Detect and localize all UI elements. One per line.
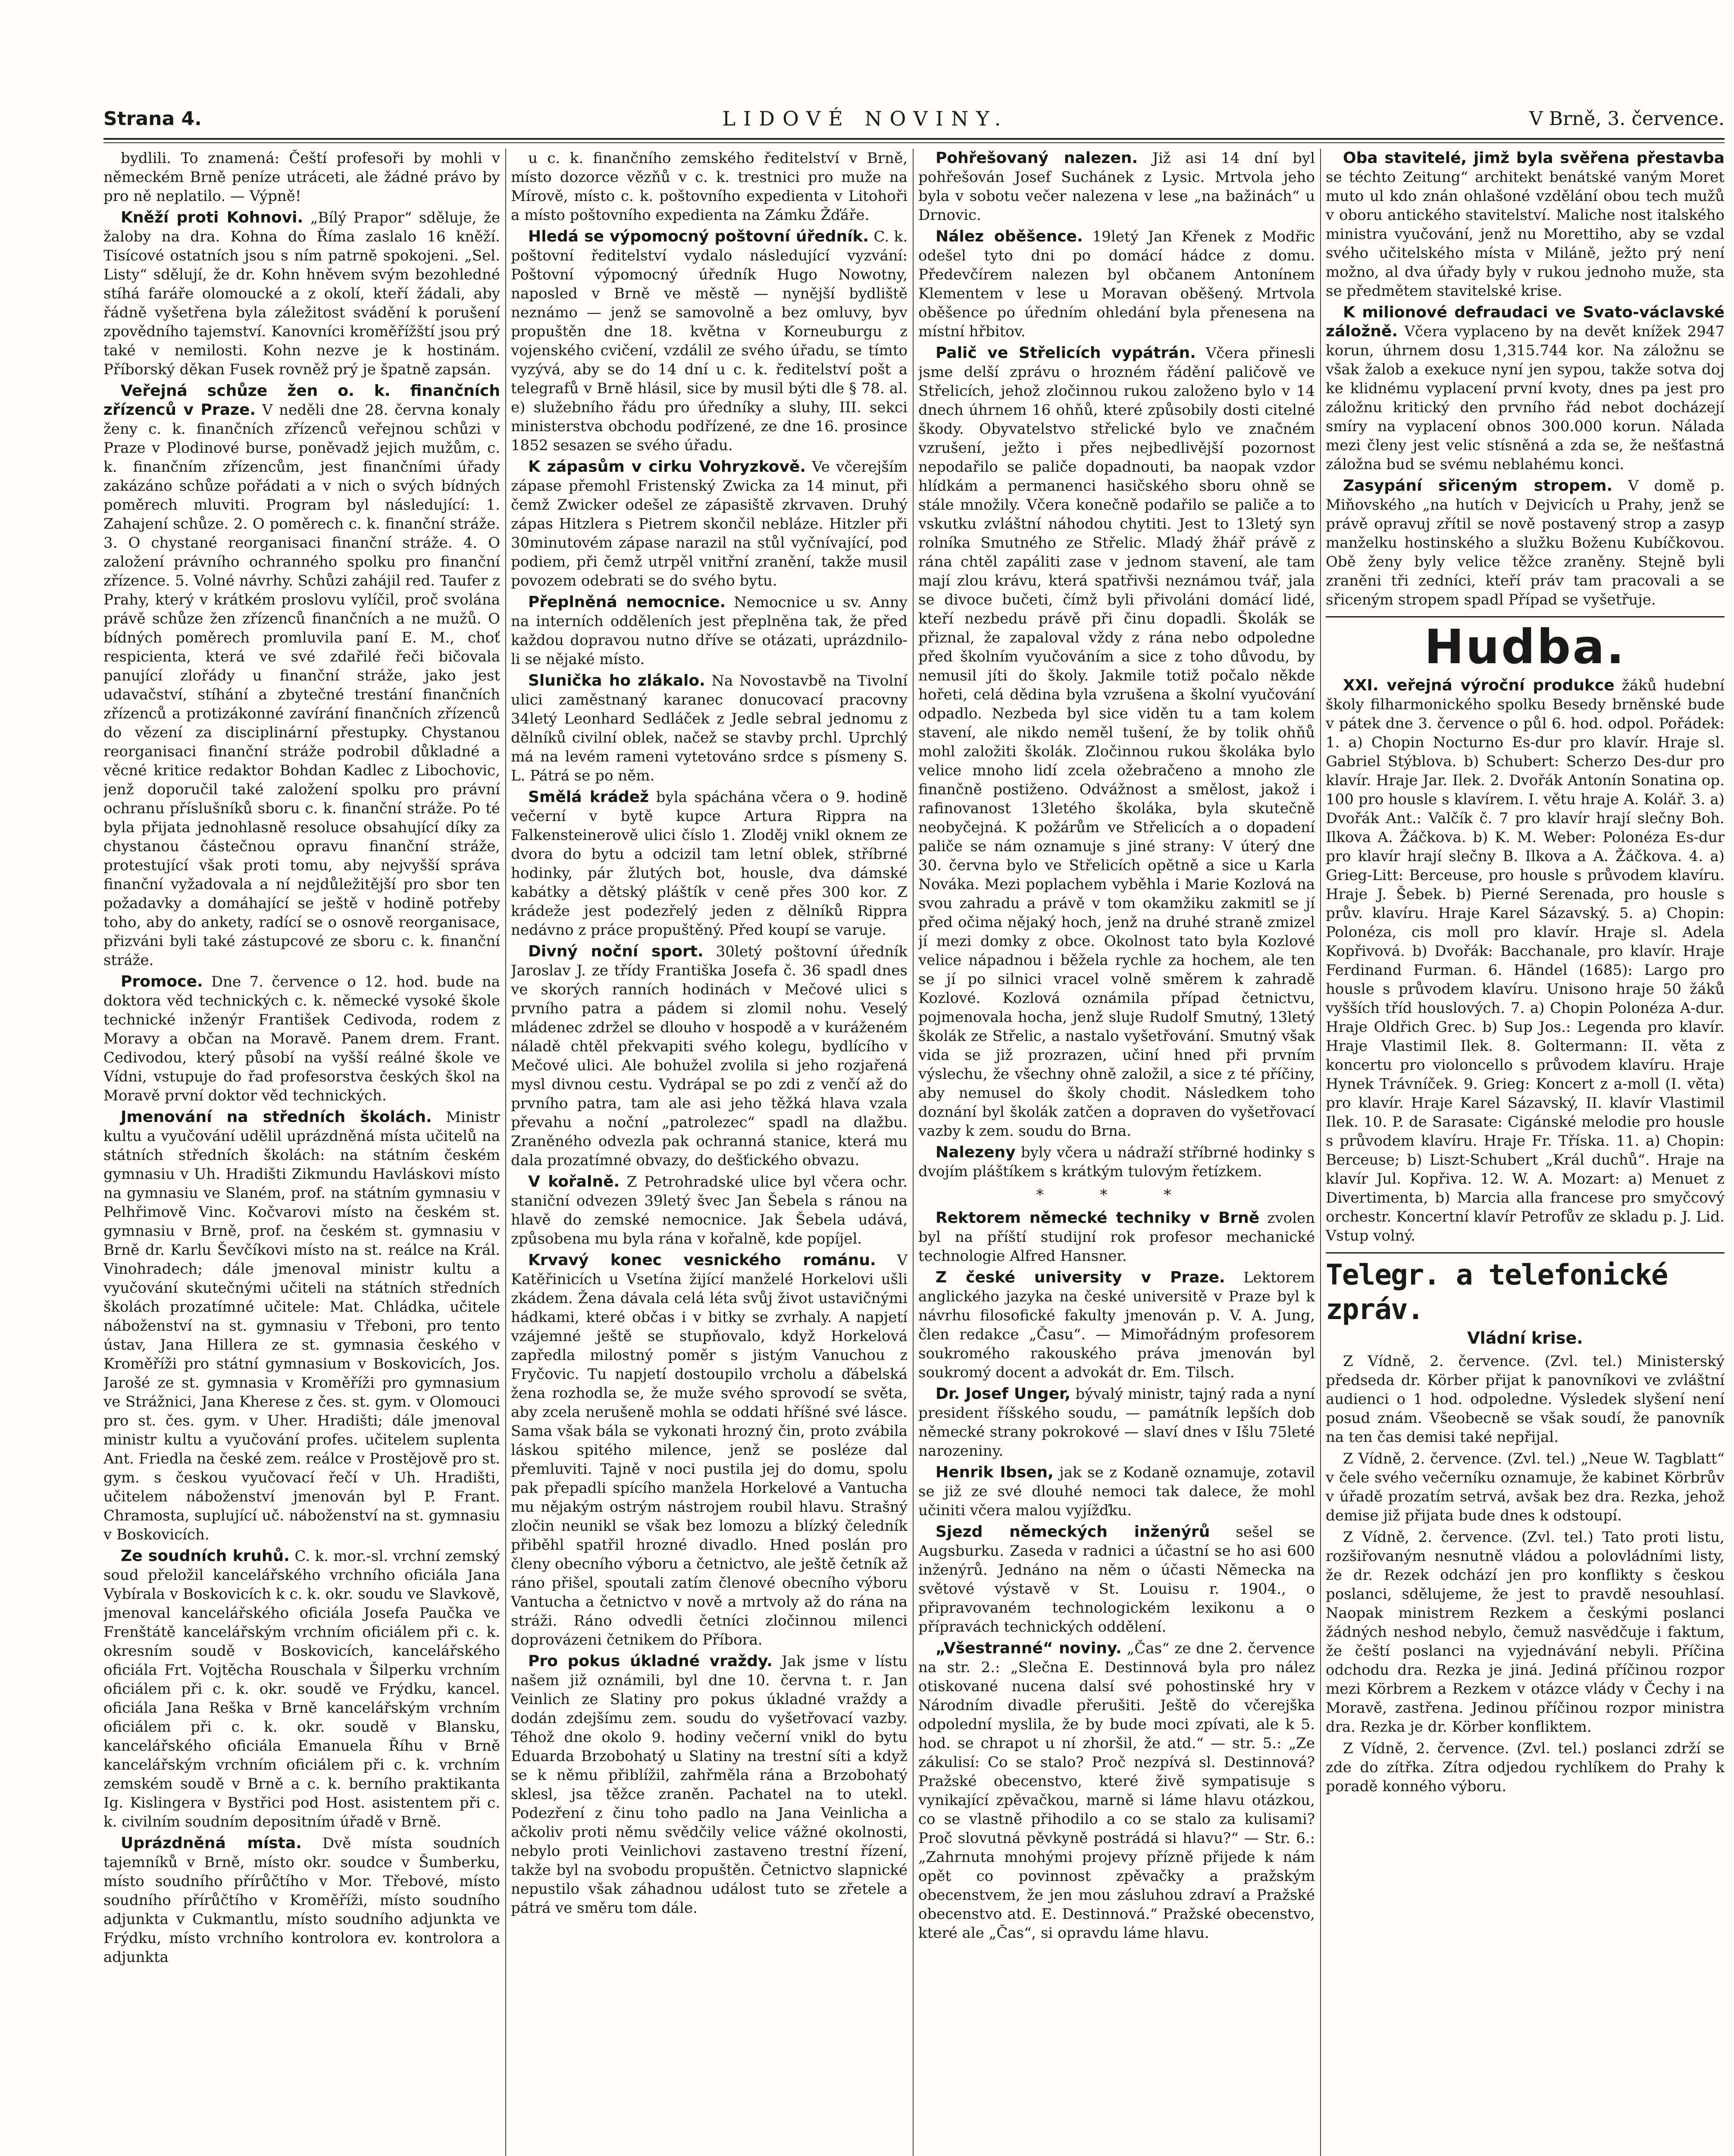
article-paragraph: Z Vídně, 2. července. (Zvl. tel.) poslanci zdrží se zde do zítřka. Zítra odjedou rychlíkem do Prahy k poradě konného výboru. — [1326, 1740, 1725, 1795]
article-text: Dne 7. července o 12. hod. bude na doktora věd technických c. k. německé vysoké škole technické inženýr František Cedivoda, rodem z Moravy a občan na Moravě. Panem drem. Frant. Cedivodou, který působí na vyšší reálné škole ve Vídni, vstupuje do řad profesorstva českých škol na Moravě první doktor věd technických. — [103, 973, 500, 1104]
article-text: jak se z Kodaně oznamuje, zotavil se již ze své dlouhé nemoci tak dalece, že mohl učiniti včera malou vyjížďku. — [918, 1464, 1315, 1519]
article-text: Dvě místa soudních tajemníků v Brně, místo okr. soudce v Šumberku, místo soudního přírůčtího v Mor. Třebové, místo soudního přírůčtího v Kroměříži, místo soudního adjunkta v Cukmantlu, místo soudního adjunkta ve Frýdku, místo vrchního kontrolora ev. kontrolora a adjunkta — [103, 1835, 500, 1966]
article-paragraph: Z Vídně, 2. července. (Zvl. tel.) Tato proti listu, rozšiřovaným nesnutně vládou a polovládními listy, že dr. Rezek odchází jen pro konflikty s českou poslanci, sdělujeme, že jest to pravdě nesouhlasí. Naopak ministrem Rezkem a českými poslanci žádných neshod nebylo, čemuž nasvědčuje i faktum, že čeští poslanci na vyjednávání nebyli. Příčina odchodu dra. Rezka je jiná. Jediná příčinou rozpor mezi Körbrem a Rezkem v otázce vlády v Čechy i na Moravě, zastřena. Jedinou příčinou rozpor ministra dra. Rezka je dr. Körber konfliktem. — [1326, 1529, 1725, 1736]
article-text: V domě p. Miňovského „na hutích v Dejvicích u Prahy, jenž se právě opravuj zřítil se nově postavený strop a zasyp manželku hostinského a služku Boženu Kubíčkovou. Obě ženy byly velice těžce zraněny. Stejně byli zraněni tři zedníci, kteří práv tam pracovali a se sřiceným stropem spadl Případ se vyšetřuje. — [1326, 477, 1725, 608]
article-heading: Nalezeny — [936, 1144, 1016, 1161]
article — [918, 344, 1315, 1141]
article-text: zvolen byl na příští studijní rok profesor mechanické technologie Alfred Hansner. — [918, 1210, 1315, 1265]
article-heading: Uprázdněná místa. — [121, 1834, 302, 1852]
article-text: Lektorem anglického jazyka na české universitě v Praze byl k návrhu filosofické fakulty jmenován p. V. A. Jung, člen redakce „Času“. — Mimořádným profesorem soukromého rakouského práva jmenován byl soukromý docent a advokát dr. Em. Tilsch. — [918, 1269, 1315, 1381]
masthead: LIDOVÉ NOVINY. — [722, 107, 1009, 130]
column-rule — [913, 149, 914, 2156]
article-text: byly včera u nádraží stříbrné hodinky s dvojím pláštíkem s krátkým tulovým řetízkem. — [918, 1144, 1315, 1180]
page-number: Strana 4. — [103, 107, 202, 130]
article-heading: XXI. veřejná výroční produkce — [1343, 677, 1615, 694]
article — [918, 1209, 1315, 1266]
article-text: Ministr kultu a vyučování udělil uprázdněná místa učitelů na státních středních školách: na státním českém gymnasiu v Uh. Hradišti Zikmundu Havláskovi místo na gymnasiu ve Slaném, prof. na státním gymnasiu v Pelhřimově Vinc. Kočvarovi místo na českém st. gymnasiu v Brně, prof. na českém st. gymnasiu v Brně dr. Karlu Ševčíkovi místo na st. reálce na Král. Vinohradech; dále jmenoval ministr kultu a vyučování skutečnými učiteli na státních středních školách prozatímné učitele: Mat. Chládka, učitele náboženství na st. gymnasiu v Třeboni, pro tento ústav, Jana Hillera ze st. gymnasia českého v Kroměříži pro státní gymnasium v Boskovicích, Jos. Jarošé ze st. gymnasia v Kroměříži pro gymnasium ve Strážnici, Jana Kherese z čes. st. gym. v Olomouci pro st. čes. gym. v Uher. Hradišti; dále jmenoval ministr kultu a vyučování profes. učitelem suplenta Ant. Friedla na české zem. reálce v Prostějově pro st. gym. s českou vyučovací řečí v Uh. Hradišti, učitelem náboženství jmenován byl P. Frant. Chramosta, suplující uč. náboženství na st. gymnasiu v Boskovicích. — [103, 1109, 500, 1543]
article — [103, 972, 500, 1105]
article — [1326, 303, 1725, 474]
article — [511, 1172, 908, 1248]
section-title-telegr: Telegr. a telefonické zpráv. — [1326, 1258, 1668, 1326]
section-stars: * * * — [1036, 1186, 1197, 1203]
article — [103, 1547, 500, 1831]
page-header — [103, 99, 1725, 140]
article-text: sešel se Augsburku. Zaseda v radnici a účastní se ho asi 600 inženýrů. Jednáno na něm o účasti Německa na světové výstavě v St. Louisu r. 1904., o připravovaném technologickém lexikonu a o přípravách technických oddělení. — [918, 1523, 1315, 1636]
article-text: Již asi 14 dní byl pohřešován Josef Suchánek z Lysic. Mrtvola jeho byla v sobotu večer nalezena v lese „na bažinách“ u Drnovic. — [918, 150, 1315, 224]
article-heading: Pohřešovaný nalezen. — [936, 149, 1138, 167]
article — [1326, 476, 1725, 609]
section-rule — [1326, 1252, 1725, 1253]
article — [918, 1639, 1315, 1943]
article-heading: Zasypání sřiceným stropem. — [1343, 477, 1613, 495]
article-text: V Katěřinicích u Vsetína žijící manželé Horkelovi ušli zkádem. Žena dávala celá léta svůj život ustavičnými hádkami, které občas i v bitky se zvrhaly. A napjetí vzájemné ještě se stupňovalo, když Horkelová zapředla milostný poměr s jistým Vanuchou z Fryčovic. Tu napjetí dostoupilo vrcholu a ďábelská žena rozhodla se, že muže svého sprovodí se světa, aby zcela nerušeně mohla se oddati hříšné své lásce. Sama však bála se vykonati hrozný čin, proto zvábila láskou spitého milence, jenž se posléze dal přemluviti. Tajně v noci pustila jej do domu, spolu pak přepadli spícího manžela Horkelové a Vantucha mu nějakým ostrým nástrojem roubil hlavu. Strašný zločin neunikl se však bez lomozu a blízký čeledník přiběhl spatřil hrozné divadlo. Hned poslán pro členy obecního výboru a četnictvo, ale ještě četník až ráno přišel, spoutali zatím členové obecního výboru Vantucha a četnictvo v nově a mrtvoly až do rána na stráži. Ráno odvedli četníci zločinnou milenci doprovázeni četnikem do Příbora. — [511, 1252, 908, 1648]
article-text: „Bílý Prapor“ sděluje, že žaloby na dra. Kohna do Říma zaslalo 16 kněží. Tisícové ostatních jsou s ním patrně spokojeni. „Sel. Listy“ sdělují, že dr. Kohn hněvem svým bezohledné stíhá faráře olomoucké a z okolí, kteří žádali, aby řádně vyšetřena byla záležitost svádění k porušení zpovědního tajemství. Kanovníci kroměřížští jsou prý také v nemilosti. Kohn nezve je k hostinám. Příborský děkan Fusek rovněž prý je špatně zapsán. — [103, 209, 500, 378]
column-2 — [511, 149, 908, 2156]
article-heading: K zápasům v cirku Vohryzkově. — [528, 458, 806, 476]
article-text: žáků hudební školy filharmonického spolku Besedy brněnské bude v pátek dne 3. července o půl 6. hod. odpol. Pořádek: 1. a) Chopin Nocturno Es-dur pro klavír. Hraje sl. Gabriel Stýblova. b) Schubert: Scherzo Des-dur pro klavír. Hraje Jar. Ilek. 2. Dvořák Antonín Sonatina op. 100 pro housle s klavírem. I. větu hraje A. Kolář. 3. a) Dvořák Ant.: Valčík č. 7 pro klavír hrají slečny Boh. Ilkova A. Žáčkova. b) K. M. Weber: Polonéza Es-dur pro klavír hrají slečny B. Ilkova a A. Žáčkova. 4. a) Grieg-Litt: Berceuse, pro housle s průvodem klavíru. Hraje J. Šebek. b) Pierné Serenada, pro housle s prův. klavíru. Hraje Karel Sázavský. 5. a) Chopin: Polonéza, cis moll pro klavír. Hraje sl. Adela Kopřivová. b) Dvořák: Bacchanale, pro klavír. Hraje Ferdinand Furman. 6. Händel (1685): Largo pro housle s průvodem klavíru. Unisono hraje 50 žáků vyšších tříd houslových. 7. a) Chopin Polonéza A-dur. Hraje Oldřich Grec. b) Sup Jos.: Legenda pro klavír. Hraje Vlastimil Ilek. 8. Goltermann: II. věta z koncertu pro violoncello s průvodem klavíru. Hraje Hynek Trávníček. 9. Grieg: Koncert z a-moll (I. věta) pro klavír. Hraje Karel Sázavský, II. klavír Vlastimil Ilek. 10. P. de Sarasate: Cigánské melodie pro housle s průvodem klavíru. Hraje Fr. Tříska. 11. a) Chopin: Berceuse; b) Liszt-Schubert „Král duchů“. Hraje na klavír Jul. Kopřiva. 12. W. A. Mozart: a) Menuet z Divertimenta, b) Marcia alla francese pro smyčcový orchestr. Koncertní klavír Petrofův ze skladu p. J. Lid. Vstup volný. — [1326, 677, 1725, 1244]
article-heading: Oba stavitelé, jimž byla svěřena přestavba — [1343, 149, 1725, 167]
article-paragraph: u c. k. finančního zemského ředitelství v Brně, místo dozorce vězňů v c. k. trestnici pro muže na Mírově, místo c. k. poštovního expedienta v Litohoři a místo poštovního expedienta na Zámku Žďáře. — [511, 150, 908, 224]
article-text: C. k. mor.-sl. vrchní zemský soud přeložil kancelářského vrchního oficiála Jana Vybírala v Boskovicích k c. k. okr. soudu ve Slavkově, jmenoval kancelářského oficiála Josefa Paučka ve Frenštátě kancelářským vrchním oficiálem při c. k. okresním soudě v Boskovicích, kancelářského oficiála Frt. Vojtěcha Rouschala v Šilperku vrchním oficiálem při c. k. okr. soudě ve Frýdku, kancel. oficiála Jana Reška v Brně kancelářským vrchním oficiálem při c. k. okr. soudě v Blansku, kancelářského oficiála Emanuela Říhu v Brně kancelářským vrchním oficiálem při c. k. vrchním zemském soudě v Brně a c. k. berního praktikanta Ig. Kislingera v Bystřici pod Host. asistentem při c. k. civilním soudním depositním úřadě v Brně. — [103, 1548, 500, 1830]
article-heading: „Všestranné“ noviny. — [936, 1639, 1122, 1657]
header-rule — [103, 142, 1725, 143]
article-text: Včera vyplaceno by na devět knížek 2947 korun, úhrnem dosu 1,315.744 kor. Na záložnu se však žalob a exekuce nyní jen sypou, takže sotva doj ke klidnému vyplacení první kvoty, dnes pa jest pro záložnu kritický den prvního řád nebot docházejí smíry na vyplacení obnos 300.000 korun. Nálada mezi členy jest velic stísněná a zda se, že nešťastná záložna bud se svému neblahému konci. — [1326, 323, 1725, 473]
article — [918, 1385, 1315, 1460]
article-text: „Čas“ ze dne 2. července na str. 2.: „Slečna E. Destinnová byla pro nález otiskované nucena dalsí své pohostinské hry v Národním divadle přerušiti. Ještě do včerejška odpolední myslila, že by bude moci zpívati, ale k 5. hod. se chrapot u ní zhoršil, že atd.“ — str. 5.: „Ze zákulisí: Co se stalo? Proč nezpívá sl. Destinnová? Pražské obecenstvo, které živě sympatisuje s vynikající zpěvačkou, marně si láme hlavu otázkou, co se vlastně přihodilo a co se stalo za kulisami? Proč slovutná pěvkyně postrádá si hlavu?“ — Str. 6.: „Zahrnuta mnohými projevy přízně přijede k nám opět co povinnost zpěvačky a pražským obecenstvem, že jen mou zásluhou zdraví a Pražské obecenstvo atd. E. Destinnová.“ Pražské obecenstvo, které ale „Čas“, si opravdu láme hlavu. — [918, 1640, 1315, 1942]
article-heading: Divný noční sport. — [528, 943, 704, 960]
article-heading: Nález oběšence. — [936, 228, 1083, 245]
article — [103, 382, 500, 970]
article — [918, 1463, 1315, 1520]
article — [511, 942, 908, 1170]
article-text: Nemocnice u sv. Anny na interních odděleních jest přeplněna tak, že před každou dopravou nutno dříve se otázati, uprázdnilo-li se nějaké místo. — [511, 594, 908, 668]
page-edge — [1725, 149, 1734, 2156]
article-heading: Přeplněná nemocnice. — [528, 593, 726, 611]
article-text: Jak jsme v lístu našem již oznámili, byl dne 10. června t. r. Jan Veinlich ze Slatiny pro pokus úkladné vraždy a dodán zdejšímu zem. soudu do vyšetřovací vazby. Téhož dne okolo 9. hodiny večerní vnikl do bytu Eduarda Brzobohatý u Slatiny na trestní síti a když se k němu přiblížil, zahřměla rána a Brzobohatý sklesl, jsa těžce zraněn. Pachatel na to utekl. Podezření z činu toho padlo na Jana Veinlicha a ačkoliv proti němu svědčily velice vážné okolnosti, nebylo proti Veinlichovi zastaveno trestní řízení, takže byl na svobodu propuštěn. Četnictvo slapnické nepustilo však záhadnou událost tuto se zřetele a pátrá ve směru tom dále. — [511, 1653, 908, 1917]
article-text: Ve včerejším zápase přemohl Fristenský Zwicka za 14 minut, při čemž Zwicker odešel ze zápasiště zkrvaven. Druhý zápas Hitzlera s Pietrem skončil nebláze. Hitzler při 30minutovém zápase narazil na stůl vyčnívající, pod podiem, při čemž utrpěl vnitřní zranění, takže musil povozem odebrati se do svého bytu. — [511, 458, 908, 589]
article — [103, 208, 500, 379]
article-heading: Rektorem německé techniky v Brně — [936, 1209, 1260, 1227]
article-heading: V kořalně. — [528, 1173, 620, 1191]
article-text: byla spáchána včera o 9. hodině večerní v bytě kupce Artura Rippra na Falkensteinerově ulici číslo 1. Zloděj vnikl oknem ze dvora do bytu a odcizil tam letní oblek, stříbrné hodinky, pár žlutých bot, housle, dva dámské kabátky a dětský pláštík v ceně přes 300 kor. Z krádeže jest podezřelý jeden z dělníků Rippra nedávno z práce propuštěný. Před koupí se varuje. — [511, 789, 908, 939]
article-heading: Sjezd německých inženýrů — [936, 1523, 1210, 1541]
article — [918, 1268, 1315, 1382]
section-rule — [1326, 616, 1725, 617]
article-heading: Slunička ho zlákalo. — [528, 672, 705, 689]
article-paragraph: bydlili. To znamená: Čeští profesoři by mohli v německém Brně peníze utráceti, ale žádné právo by pro ně neplatilo. — Výpně! — [103, 150, 500, 205]
article-heading: Ze soudních kruhů. — [121, 1547, 290, 1565]
article-text: bývalý ministr, tajný rada a nyní president říšského soudu, — památník lepších dob německé strany pokrokové — slaví dnes v Išlu 75leté narozeniny. — [918, 1385, 1315, 1460]
article-heading: Hledá se výpomocný poštovní úředník. — [528, 228, 869, 245]
article — [511, 1251, 908, 1649]
article — [918, 1143, 1315, 1181]
article — [511, 593, 908, 669]
article — [918, 1523, 1315, 1636]
article-heading: Henrik Ibsen, — [936, 1463, 1054, 1481]
article — [1326, 676, 1725, 1245]
article-heading: K milionové defraudaci ve Svato-václavské záložně. — [1326, 304, 1725, 340]
column-3 — [918, 149, 1315, 2156]
article-heading: Z české university v Praze. — [936, 1269, 1225, 1286]
article-text: 30letý poštovní úředník Jaroslav J. ze třídy Františka Josefa č. 36 spadl dnes ve skorých ranních hodinách v Mečové ulici s prvního patra a pádem si zlomil nohu. Veselý mládenec zdržel se dlouho v hospodě a v kuráženém náladě chtěl překvapiti svého kolegu, bydlícího v Mečové ulici. Ale bohužel zvolila si jeho rozjařená mysl divnou cestu. Vydrápal se po zdi z venčí až do prvního patra, tam ale asi jeho těžká hlava vzala převahu a noční „patrolezec“ spadl na dlažbu. Zraněného odvezla pak ochranná stanice, která mu dala prozatímné obvazy, do dešťického obvazu. — [511, 943, 908, 1169]
article-text: V neděli dne 28. června konaly ženy c. k. finančních zřízenců veřejnou schůzi v Praze v Plodinové burse, poněvadž jejich mužům, c. k. finančním zřízencům, jest finančními úřady zakázáno schůze pořádati a v nich o svých bídných poměrech mluviti. Program byl následující: 1. Zahajení schůze. 2. O poměrech c. k. finanční stráže. 3. O chystané reorganisaci finanční stráže. 4. O založení právního ochranného spolku pro finanční zřízence. 5. Volné návrhy. Schůzi zahájil red. Taufer z Prahy, který v krátkém proslovu vylíčil, proč svolána právě schůze žen zřízenců finančních a ne mužů. O bídných poměrech promluvila paní E. M., choť respicienta, která ve své zdařilé řeči bičovala panující zlořády u finanční stráže, jako jest udavačství, stíhání a zbytečné trestání finančních zřízenců a protizákonné zavírání finančních zřízenců do vězení za disciplinární přestupky. Chystanou reorganisaci finanční stráže podrobil důkladné a věcné kritice redaktor Bohdan Kadlec z Libochovic, jenž doporučil také založení spolku pro právní ochranu příslušníků sboru c. k. finanční stráže. Po té byla přijata jednohlasně resoluce obsahující díky za chystanou částečnou opravu finanční stráže, protestující však proti tomu, aby nejvyšší správa finanční vyžadovala a ní nejdůležitější pro sbor ten požadavky a domáhající se ještě v hodině potřeby toho, aby do ankety, radící se o osnově reorganisace, přizváni byli také zástupcové ze sboru c. k. finanční stráže. — [103, 401, 500, 969]
column-rule — [1320, 149, 1321, 2156]
article-heading: Pro pokus úkladné vraždy. — [528, 1652, 773, 1670]
article-heading: Kněží proti Kohnovi. — [121, 209, 304, 226]
article-paragraph: Z Vídně, 2. července. (Zvl. tel.) „Neue W. Tagblatt“ v čele svého večerníku oznamuje, že kabinet Körbrův v úřadě prozatím setrvá, avšak bez dra. Rezka, jehož demise již přijata bude dnes k odstoupí. — [1326, 1450, 1725, 1524]
article-heading: Jmenování na středních školách. — [121, 1108, 432, 1126]
article-heading: Dr. Josef Unger, — [936, 1385, 1071, 1403]
column-1 — [103, 149, 500, 2156]
article-heading: Veřejná schůze žen o. k. finančních zřízenců v Praze. — [103, 382, 500, 419]
article — [511, 227, 908, 455]
column-4 — [1326, 149, 1725, 2156]
dateline: V Brně, 3. července. — [1529, 107, 1725, 130]
section-title-hudba: Hudba. — [1424, 619, 1626, 674]
article-heading: Smělá krádež — [528, 788, 649, 806]
article-heading: Palič ve Střelicích vypátrán. — [936, 344, 1196, 362]
article-heading: Promoce. — [121, 973, 203, 990]
article-text: Včera přinesli jsme delší zprávu o hrozném řádění paličově ve Střelicích, jehož zločinnou rukou založeno bylo v 14 dnech úhrnem 16 ohňů, které způsobily dosti citelné škody. Obyvatelstvo střelické bylo ve značném vzrušení, ježto i přes nejbedlivější pozornost nepodařilo se paliče dopadnouti, ba naopak vzdor hlídkám a permanenci hasičského sboru ohně se stále množily. Včera konečně podařilo se paliče a to vskutku zvláštní náhodou chytiti. Jest to 13letý syn rolníka Smutného ze Střelic. Mladý žhář právě z rána chtěl zapáliti zase v jednom stavení, ale tam mají zlou krávu, která spatřivši neznámou tvář, jala se divoce bučeti, čímž byli přivoláni domácí lidé, kteří nezbedu právě při činu dopadli. Školák se přiznal, že zapaloval vždy z rána nebo odpoledne před školním vyučováním a sice z toho důvodu, by nemusil jíti do školy. Jakmile totiž počalo někde hořeti, celá dědina byla vzrušena a školní vyučování odpadlo. Nezbeda byl sice viděn tu a tam kolem stavení, ale nikdo neměl tušení, že by tolik ohňů mohl založiti školák. Zločinnou rukou školáka bylo velice mnoho lidí zcela ožebračeno a mnoho zle finančně postiženo. Odvážnost a smělost, jakož i rafinovanost 13letého školáka, byla skutečně neobyčejná. K požárům ve Střelicích a o dopadení paliče se nám oznamuje s jiné strany: V úterý dne 30. června bylo ve Střelicích opětně a sice u Karla Nováka. Mezi poplachem vyběhla i Marie Kozlová na svou zahradu a právě v tom okamžiku zakmitl se jí před očima nějaký hoch, jenž na druhé straně zmizel jí mezi domky z obce. Okolnost tato byla Kozlové velice nápadnou i běžela rychle za hochem, ale ten se jí po silnici vracel volně směrem k zahradě Kozlové. Kozlová oznámila případ četnictvu, pojmenovala hocha, jenž sluje Rudolf Smutný, 13letý školák ze Střelic, a nastalo vyšetřování. Smutný však vida se již prozrazen, učiní hned při prvním výslechu, že všechny ohně založil, a sice z té příčiny, aby nemusel do školy chodit. Následkem toho doznání byl školák zatčen a dopraven do vyšetřovací vazby k zem. soudu do Brna. — [918, 345, 1315, 1140]
article-text: Na Novostavbě na Tivolní ulici zaměstnaný karanec donucovací pracovny 34letý Leonhard Sedláček z Jedle sebral jednomu z dělníků civilní oblek, načež se stavby prchl. Uprchlý má na levém rameni vytetováno srdce s písmeny S. L. Pátrá se po něm. — [511, 672, 908, 784]
article-text: Z Petrohradské ulice byl včera ochr. staniční odvezen 39letý švec Jan Šebela s ránou na hlavě do zemské nemocnice. Jak Šebela udává, způsobena mu byla rána v kořalně, kde popíjel. — [511, 1173, 908, 1247]
article — [511, 458, 908, 590]
article-heading: Krvavý konec vesnického románu. — [528, 1251, 876, 1269]
article — [511, 671, 908, 785]
article — [103, 1108, 500, 1544]
article — [511, 788, 908, 940]
article-text: C. k. poštovní ředitelství vydalo následující vyzvání: Poštovní výpomocný úředník Hugo Nowotny, naposled v Brně ve městě — nynější bydliště neznámo — jenž se samovolně a bez omluvy, byv propuštěn dne 18. května v Korneuburgu z vojenského cvičení, vzdálil ze svého úřadu, se tímto vyzývá, aby se do 14 dní u c. k. ředitelství pošt a telegrafů v Brně hlásil, sice by musil býti dle § 78. al. e) služebního řádu pro úředníky a sluhy, III. sekci ministerstva obchodu podřízené, ze dne 16. prosince 1852 sesazen se svého úřadu. — [511, 228, 908, 454]
article — [918, 149, 1315, 225]
column-rule — [505, 149, 506, 2156]
article — [918, 227, 1315, 341]
article — [103, 1834, 500, 1967]
article-text: 19letý Jan Křenek z Modřic odešel tyto dni po domácí hádce z domu. Předevčírem nalezen byl občanem Antonínem Klementem v lese u Moravan oběšený. Mrtvola oběšence po úředním ohledání byla přenesena na místní hřbitov. — [918, 228, 1315, 340]
article-paragraph: Z Vídně, 2. července. (Zvl. tel.) Ministerský předseda dr. Körber přijat k panovníkovi ve zvláštní audienci o 1 hod. odpoledne. Výsledek slyšení není posud znám. Všeobecně se však soudí, že panovník na ten čas demisi také nepřijal. — [1326, 1353, 1725, 1446]
article — [1326, 149, 1725, 301]
article-text: se téchto Zeitung“ architekt benátské vaným Moret muto ul kdo znán ohlašoné vzdělání obou tech mužů v oboru antického stavitelství. Maliche nost italského ministra vyučování, jenž nu Morettiho, aby se vzdal svého učitelského místa v Miláně, ježto prý není možno, al dva úřady byly v rukou jednoho muže, sta se předmětem stavitelské krise. — [1326, 169, 1725, 300]
article — [511, 1652, 908, 1918]
subheading-vladni-krise: Vládní krise. — [1467, 1329, 1583, 1348]
